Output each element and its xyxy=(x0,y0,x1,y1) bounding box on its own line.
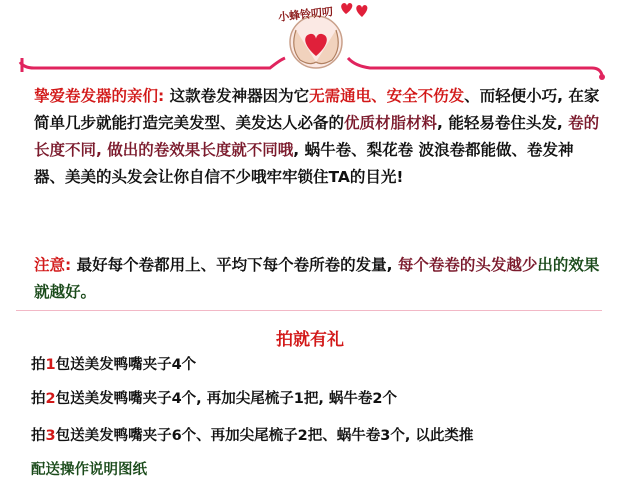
left-frame-line xyxy=(20,58,285,68)
note-highlight: 每个卷卷的头发越少 xyxy=(397,256,538,274)
gift-line-4: 配送操作说明图纸 xyxy=(31,462,147,478)
intro-highlight-2: 优质材脂材料 xyxy=(344,114,438,132)
gift-line-3-num: 3 xyxy=(45,428,56,444)
gift-line-2-num: 2 xyxy=(45,391,56,407)
gift-line-2-pre: 拍 xyxy=(31,391,46,407)
hands-heart-icon xyxy=(290,16,342,68)
gift-line-1 xyxy=(31,353,196,374)
gift-line-3-text: 包送美发鸭嘴夹子6个、再加尖尾梳子2把、蜗牛卷3个, 以此类推 xyxy=(55,428,474,444)
gift-line-1-pre: 拍 xyxy=(31,357,46,373)
note-tail: 出的效果就越好。 xyxy=(34,256,600,301)
right-frame-line xyxy=(348,58,602,75)
intro-text-4: , 蜗牛卷、梨花卷 波浪卷都能做、卷发神器、美美的头发会让你自信不少哦牢牢锁住TA的目光! xyxy=(34,141,574,186)
intro-highlight-3: 卷的长度不同, 做出的卷效果长度就不同哦 xyxy=(34,114,600,159)
section-divider xyxy=(16,310,602,311)
gift-line-2 xyxy=(31,387,397,408)
intro-text-1: 这款卷发神器因为它 xyxy=(164,87,310,105)
gift-title: 拍就有礼 xyxy=(276,330,344,350)
gift-line-3-pre: 拍 xyxy=(31,428,46,444)
note-label: 注意: xyxy=(34,256,72,274)
note-text: 最好每个卷都用上、平均下每个卷所卷的发量, xyxy=(71,256,398,274)
shop-name-label: 小蜂铃叨叨 xyxy=(277,5,334,24)
right-frame-dot xyxy=(599,74,605,80)
gift-line-1-num: 1 xyxy=(45,357,56,373)
intro-text-2: 、而轻便小巧, 在家简单几步就能打造完美发型、美发达人必备的 xyxy=(34,87,600,132)
note-paragraph xyxy=(34,252,604,306)
intro-highlight-1: 无需通电、安全不伤发 xyxy=(309,87,465,105)
intro-text-3: , 能轻易卷住头发, xyxy=(437,114,569,132)
gift-line-3 xyxy=(31,424,473,445)
header-banner xyxy=(0,0,620,90)
intro-lead: 挚爱卷发器的亲们: xyxy=(34,87,165,105)
intro-paragraph xyxy=(34,83,604,191)
double-heart-icon xyxy=(341,3,367,17)
gift-line-2-text: 包送美发鸭嘴夹子4个, 再加尖尾梳子1把, 蜗牛卷2个 xyxy=(55,391,397,407)
gift-line-1-text: 包送美发鸭嘴夹子4个 xyxy=(55,357,197,373)
